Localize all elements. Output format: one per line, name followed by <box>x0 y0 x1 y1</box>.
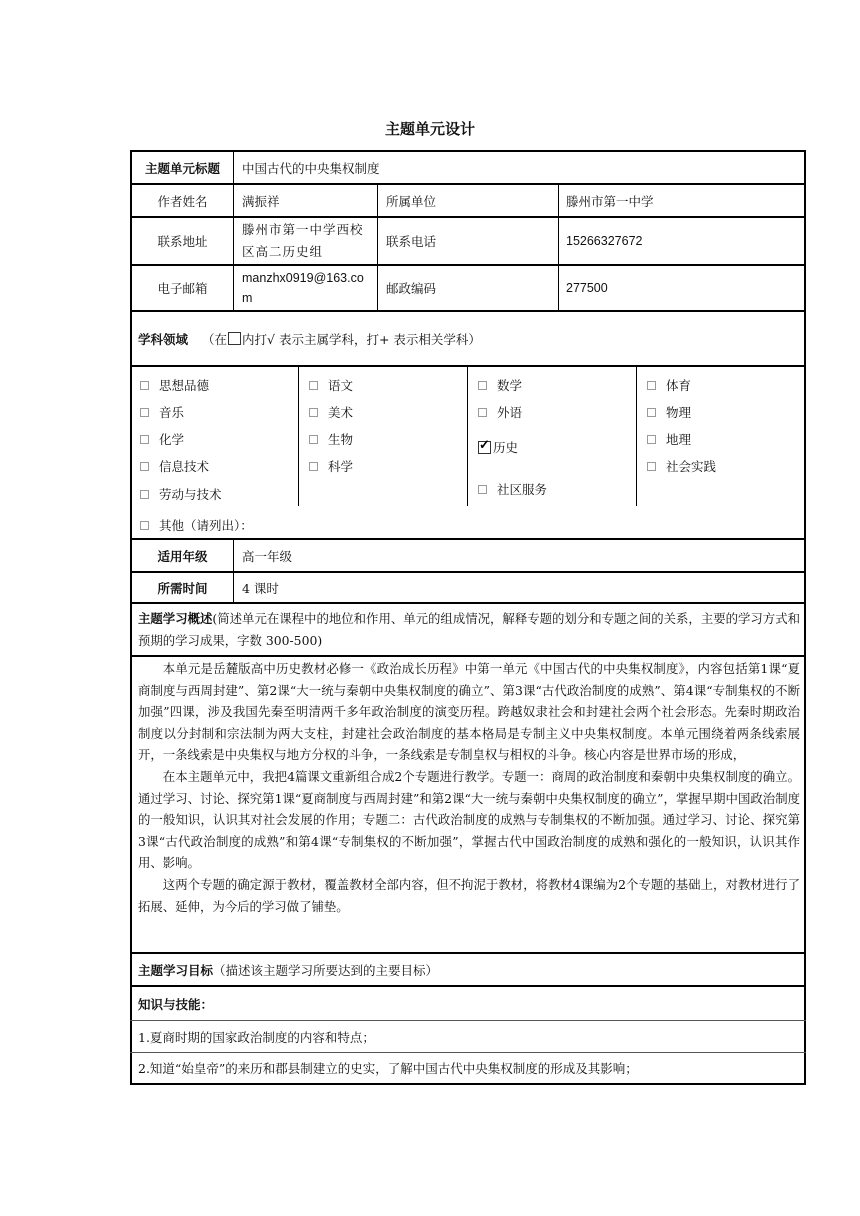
checkbox-sample-icon <box>228 332 241 345</box>
subject-checkbox[interactable]: 劳动与技术 <box>140 485 222 503</box>
checkbox-icon[interactable] <box>647 435 656 444</box>
document-title: 主题单元设计 <box>384 120 475 138</box>
zip-label: 邮政编码 <box>386 281 437 296</box>
checkbox-icon[interactable] <box>478 485 487 494</box>
subject-label: 学科领域 <box>138 331 189 347</box>
overview-body <box>138 658 800 917</box>
overview-paragraph-2: 在本主题单元中，我把4篇课文重新组合成2个专题进行教学。专题一：商周的政治制度和秦朝中央集权制度的确立。通过学习、讨论、探究第1课“夏商制度与西周封建”和第2课“大一统与秦朝中央集权制度的确立”，掌握早期中国政治制度的一般知识，认识其对社会发展的作用；专题二：古代政治制度的成熟与专制集权的不断加强。通过学习、讨论、探究第3课“古代政治制度的成熟”和第4课“专制集权的不断加强”，掌握古代中国政治制度的成熟和强化的一般知识，认识其作用、影响。 <box>138 768 800 871</box>
subject-note-pre: （在 <box>202 331 228 347</box>
subject-checkbox[interactable]: 语文 <box>309 376 353 394</box>
checkbox-icon[interactable] <box>140 462 149 471</box>
email-label: 电子邮箱 <box>157 281 208 296</box>
grade-label: 适用年级 <box>157 548 208 564</box>
checkbox-icon[interactable] <box>309 381 318 390</box>
overview-paragraph-1: 本单元是岳麓版高中历史教材必修一《政治成长历程》中第一单元《中国古代的中央集权制度》，内容包括第1课“夏商制度与西周封建”、第2课“大一统与秦朝中央集权制度的确立”、第3课“古代政治制度的成熟”、第4课“专制集权的不断加强”四课，涉及我国先秦至明清两千多年政治制度的演变历程。跨越奴隶社会和封建社会两个社会形态。先秦时期政治制度以分封制和宗法制为两大支柱，封建社会政治制度的基本格局是专制主义中央集权制度。本单元围绕着两条线索展开，一条线索是中央集权与地方分权的斗争，一条线索是专制皇权与相权的斗争。核心内容是世界市场的形成， <box>138 661 800 763</box>
subject-checkbox[interactable]: 体育 <box>647 376 691 394</box>
subject-checkbox[interactable]: 信息技术 <box>140 457 209 475</box>
subject-checkbox[interactable]: 社区服务 <box>478 480 547 498</box>
email-value: manzhx0919@163.com <box>242 271 364 305</box>
contact-label: 联系地址 <box>157 234 208 249</box>
org-label: 所属单位 <box>386 193 437 209</box>
subject-checkbox[interactable]: 音乐 <box>140 403 184 421</box>
checkbox-icon[interactable] <box>647 462 656 471</box>
grade-value: 高一年级 <box>242 548 293 564</box>
author-label: 作者姓名 <box>157 193 208 209</box>
subject-checkbox[interactable]: 思想品德 <box>140 376 209 394</box>
hours-value: 4 课时 <box>242 580 279 596</box>
goals-note: （描述该主题学习所要达到的主要目标） <box>213 962 439 978</box>
unit-title-value: 中国古代的中央集权制度 <box>242 160 380 176</box>
goal-item: 2.知道“始皇帝”的来历和郡县制建立的史实，了解中国古代中央集权制度的形成及其影响； <box>138 1061 638 1076</box>
goal-item: 1.夏商时期的国家政治制度的内容和特点； <box>138 1029 375 1045</box>
overview-note: (简述单元在课程中的地位和作用、单元的组成情况，解释专题的划分和专题之间的关系，主要的学习方式和预期的学习成果，字数 300-500) <box>138 611 801 648</box>
overview-label: 主题学习概述 <box>138 611 213 626</box>
subject-checkbox[interactable]: 美术 <box>309 403 353 421</box>
subject-checkbox[interactable]: 生物 <box>309 430 353 448</box>
subject-checkbox-checked[interactable]: ✓ 历史 <box>478 438 518 456</box>
checkbox-icon[interactable] <box>140 521 149 530</box>
checkbox-icon[interactable] <box>309 435 318 444</box>
checkmark-icon[interactable] <box>478 441 491 454</box>
subject-checkbox[interactable]: 数学 <box>478 376 522 394</box>
checkbox-icon[interactable] <box>647 408 656 417</box>
subject-checkbox[interactable]: 外语 <box>478 403 522 421</box>
author-value: 满振祥 <box>242 193 280 209</box>
checkbox-icon[interactable] <box>647 381 656 390</box>
hours-label: 所需时间 <box>157 580 208 596</box>
checkbox-icon[interactable] <box>140 490 149 499</box>
checkbox-icon[interactable] <box>478 381 487 390</box>
goals-heading <box>138 954 798 985</box>
overview-heading <box>138 608 800 652</box>
zip-value: 277500 <box>566 281 608 295</box>
goals-label: 主题学习目标 <box>138 962 214 978</box>
subject-heading <box>138 312 798 365</box>
checkbox-icon[interactable] <box>309 462 318 471</box>
subject-checkbox[interactable]: 化学 <box>140 430 184 448</box>
subject-checkbox[interactable]: 科学 <box>309 457 353 475</box>
subject-checkbox[interactable]: 物理 <box>647 403 691 421</box>
subject-other[interactable]: 其他（请列出）： <box>140 516 253 534</box>
checkbox-icon[interactable] <box>140 435 149 444</box>
overview-paragraph-3: 这两个专题的确定源于教材，覆盖教材全部内容，但不拘泥于教材，将教材4课编为2个专题的基础上，对教材进行了拓展、延伸，为今后的学习做了铺垫。 <box>138 876 800 914</box>
subject-note: 内打√ 表示主属学科，打+ 表示相关学科） <box>242 331 481 347</box>
checkbox-icon[interactable] <box>140 408 149 417</box>
subject-checkbox[interactable]: 地理 <box>647 430 691 448</box>
checkbox-icon[interactable] <box>140 381 149 390</box>
contact-address: 滕州市第一中学西校区高二历史组 <box>242 222 364 259</box>
subject-checkbox[interactable]: 社会实践 <box>647 457 716 475</box>
phone-label: 联系电话 <box>386 234 437 249</box>
knowledge-label: 知识与技能： <box>138 996 214 1012</box>
checkbox-icon[interactable] <box>478 408 487 417</box>
org-value: 滕州市第一中学 <box>566 193 654 209</box>
phone-value: 15266327672 <box>566 234 643 248</box>
checkbox-icon[interactable] <box>309 408 318 417</box>
unit-title-label: 主题单元标题 <box>144 160 220 176</box>
